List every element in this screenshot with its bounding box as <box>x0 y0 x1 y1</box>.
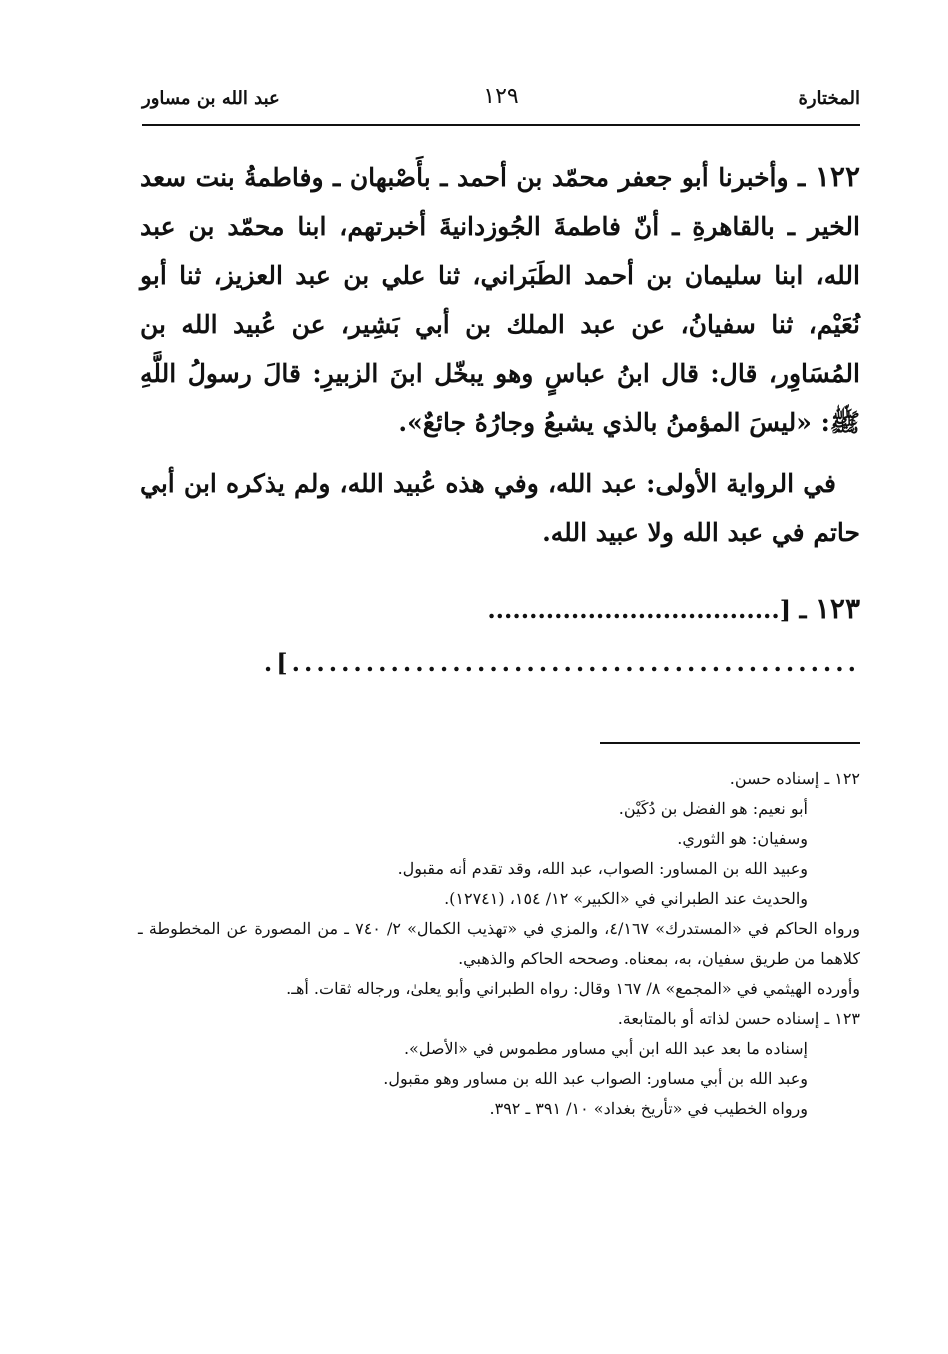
hadith-123-line2 <box>140 648 860 677</box>
main-text <box>140 152 860 557</box>
footnote-paragraph: وأورده الهيثمي في «المجمع» ٨/ ١٦٧ وقال: رواه الطبراني وأبو يعلىٰ، ورجاله ثقات. أهـ. <box>286 979 860 998</box>
header-book-title: المختارة <box>798 88 860 109</box>
ellipsis-dots: .............................................. <box>291 648 860 677</box>
bracket-close: ]. <box>263 648 292 677</box>
header-chapter-title: عبد الله بن مساور <box>142 88 280 109</box>
editor-comment: في الرواية الأولى: عبد الله، وفي هذه عُبيد الله، ولم يذكره ابن أبي حاتم في عبد الله ولا عبيد الله. <box>140 469 860 547</box>
footnote-122-heading: ١٢٢ ـ إسناده حسن. <box>729 769 860 788</box>
footnote-line: إسناده ما بعد عبد الله ابن أبي مساور مطموس في «الأصل». <box>403 1039 808 1058</box>
header-rule <box>142 124 860 126</box>
running-header <box>142 82 860 122</box>
ellipsis-dots: ................................... <box>487 595 780 624</box>
footnote-line: وسفيان: هو الثوري. <box>677 829 808 848</box>
footnotes <box>138 764 860 1124</box>
page-number: ١٢٩ <box>483 84 519 109</box>
footnote-line: وعبيد الله بن المساور: الصواب، عبد الله، وقد تقدم أنه مقبول. <box>397 859 808 878</box>
hadith-number: ١٢٢ <box>814 160 860 193</box>
bracket-open: ـ [ <box>779 595 815 624</box>
hadith-123-line1 <box>140 592 860 625</box>
footnote-line: أبو نعيم: هو الفضل بن دُكَيْن. <box>618 799 808 818</box>
footnote-paragraph: ورواه الحاكم في «المستدرك» ٤/١٦٧، والمزي في «تهذيب الكمال» ٢/ ٧٤٠ ـ من المصورة عن المخطوطة ـ كلاهما من طريق سفيان، به، بمعناه. وصححه الحاكم والذهبي. <box>138 919 861 968</box>
footnote-separator <box>600 742 860 744</box>
footnote-123-heading: ١٢٣ ـ إسناده حسن لذاته أو بالمتابعة. <box>617 1009 860 1028</box>
footnote-line: ورواه الخطيب في «تأريخ بغداد» ١٠/ ٣٩١ ـ ٣٩٢. <box>489 1099 808 1118</box>
hadith-text: ـ وأخبرنا أبو جعفر محمّد بن أحمد ـ بأَصْبهان ـ وفاطمةُ بنت سعد الخير ـ بالقاهرةِ ـ أنّ فاطمةَ الجُوزدانيةَ أخبرتهم، ابنا محمّد بن عبد الله، ابنا سليمان بن أحمد الطَبَراني، ثنا علي بن عبد العزيز، ثنا أبو نُعَيْم، ثنا سفيانُ، عن عبد الملك بن أبي بَشِير، عن عُبيد الله بن المُسَاوِر، قال: قال ابنُ عباسٍ وهو يبخّل ابنَ الزبيرِ: قالَ رسولُ اللَّهِ ﷺ: «ليسَ المؤمنُ بالذي يشبعُ وجارُهُ جائعٌ». <box>140 163 860 437</box>
hadith-number: ١٢٣ <box>814 592 860 625</box>
footnote-line: وعبد الله بن أبي مساور: الصواب عبد الله بن مساور وهو مقبول. <box>383 1069 808 1088</box>
hadith-122 <box>140 152 860 447</box>
footnote-line: والحديث عند الطبراني في «الكبير» ١٢/ ١٥٤، (١٢٧٤١). <box>444 889 808 908</box>
